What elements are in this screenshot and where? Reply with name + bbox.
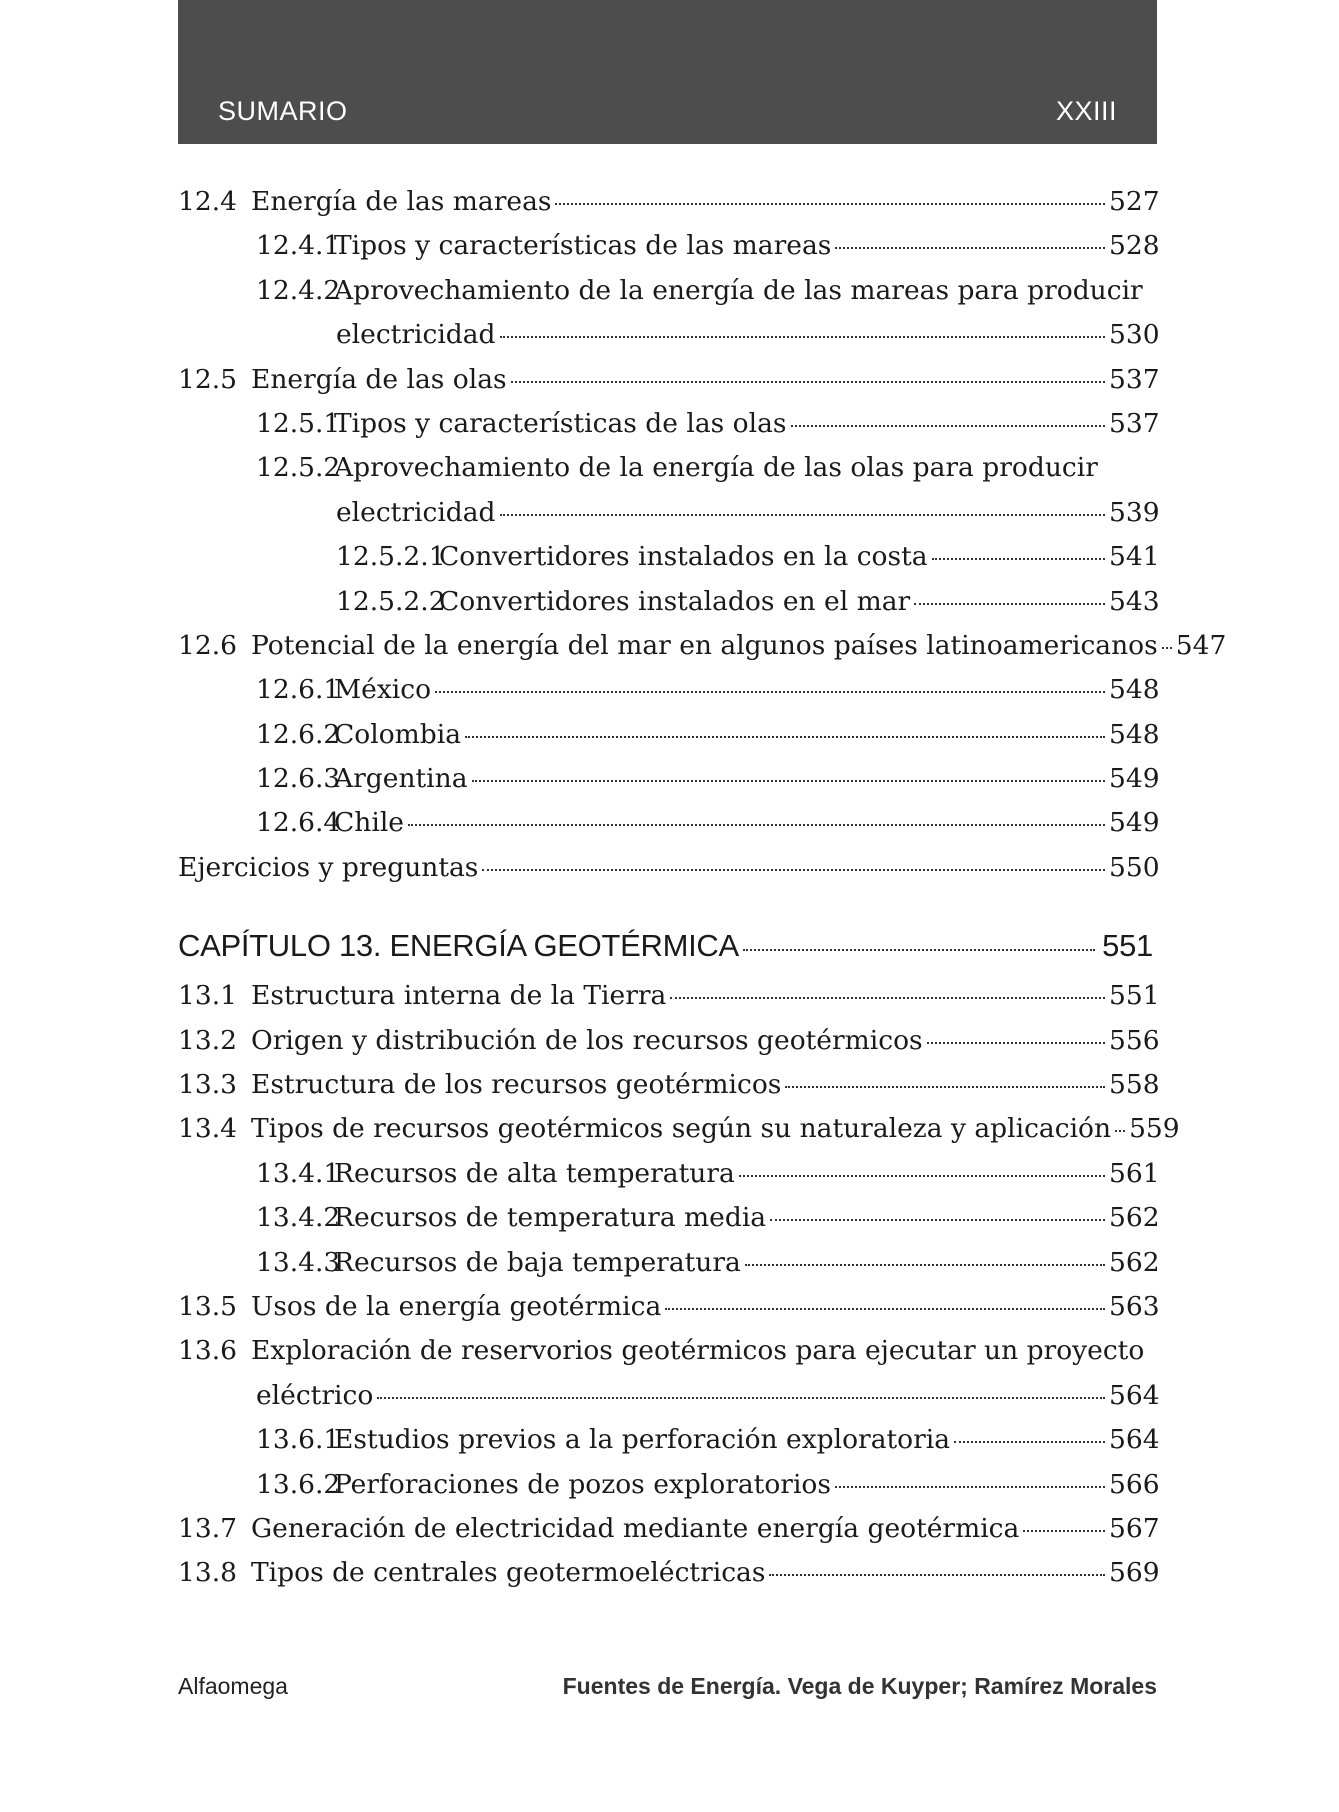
dot-leader	[500, 514, 1105, 516]
entry-title: Exploración de reservorios geotérmicos para ejecutar un proyecto	[251, 1335, 1145, 1367]
dot-leader	[670, 997, 1105, 999]
dot-leader	[769, 1574, 1105, 1576]
toc-entry[interactable]	[178, 713, 1160, 757]
entry-title: Energía de las mareas	[251, 186, 552, 217]
toc-entry[interactable]	[178, 402, 1160, 446]
entry-page: 551	[1109, 980, 1160, 1012]
entry-title: Aprovechamiento de la energía de las olas para producir	[334, 452, 1098, 484]
entry-title-continuation: eléctrico	[256, 1379, 374, 1411]
dot-leader	[1023, 1530, 1105, 1532]
entry-number: 13.2	[178, 1024, 238, 1056]
entry-number: 12.4.1	[256, 230, 341, 262]
toc-entry[interactable]	[178, 1418, 1160, 1462]
page-number: XXIII	[1055, 96, 1117, 126]
entry-page: 537	[1109, 407, 1160, 439]
section-title: SUMARIO	[218, 96, 348, 126]
toc-entry[interactable]	[178, 535, 1160, 579]
entry-title: Potencial de la energía del mar en algunos países latinoamericanos	[251, 629, 1158, 661]
dot-leader	[954, 1441, 1105, 1443]
toc-entry[interactable]	[178, 846, 1160, 890]
entry-title: Tipos de centrales geotermoeléctricas	[251, 1557, 766, 1589]
entry-title: Tipos y características de las olas	[334, 407, 787, 439]
entry-page: 564	[1109, 1424, 1160, 1456]
dot-leader	[835, 1486, 1105, 1488]
entry-page: 549	[1109, 763, 1160, 795]
entry-title: Recursos de alta temperatura	[334, 1157, 735, 1189]
entry-page: 541	[1109, 541, 1160, 573]
toc-entry[interactable]	[178, 1019, 1160, 1063]
toc-entry[interactable]	[178, 1107, 1180, 1151]
toc-entry[interactable]	[178, 1551, 1160, 1595]
entry-page: 569	[1109, 1557, 1160, 1589]
entry-page: 563	[1109, 1290, 1160, 1322]
entry-title: Convertidores instalados en el mar	[439, 585, 911, 617]
dot-leader	[785, 1086, 1105, 1088]
entry-number: 12.4.2	[256, 274, 341, 306]
entry-title: Perforaciones de pozos exploratorios	[334, 1468, 831, 1500]
entry-title: Energía de las olas	[251, 363, 507, 395]
entry-page: 566	[1109, 1468, 1160, 1500]
toc-entry[interactable]	[178, 974, 1160, 1018]
toc-entry[interactable]	[178, 801, 1160, 845]
toc-entry[interactable]	[178, 1241, 1160, 1285]
entry-title: Chile	[334, 807, 404, 839]
entry-title: Origen y distribución de los recursos geotérmicos	[251, 1024, 923, 1056]
entry-page: 547	[1175, 629, 1227, 661]
dot-leader	[465, 736, 1105, 738]
entry-number: 12.6.3	[256, 763, 341, 795]
toc-entry[interactable]	[178, 446, 1153, 490]
entry-title: Usos de la energía geotérmica	[251, 1290, 662, 1322]
entry-number: 13.4	[178, 1113, 238, 1145]
dot-leader	[555, 203, 1105, 205]
entry-title: Generación de electricidad mediante energía geotérmica	[251, 1512, 1020, 1544]
entry-title: Estudios previos a la perforación exploratoria	[334, 1424, 951, 1456]
entry-page: 567	[1109, 1512, 1160, 1544]
entry-title: Colombia	[334, 718, 462, 750]
entry-number: 12.6.1	[256, 674, 341, 706]
entry-number: 13.6	[178, 1335, 238, 1367]
toc-entry-continuation[interactable]	[178, 1374, 1160, 1418]
entry-page: 564	[1109, 1379, 1160, 1411]
book-title: Fuentes de Energía. Vega de Kuyper; Ramírez Morales	[562, 1673, 1157, 1699]
entry-page: 550	[1109, 851, 1160, 883]
entry-number: 13.6.1	[256, 1424, 341, 1456]
entry-page: 543	[1109, 585, 1160, 617]
entry-title: Recursos de baja temperatura	[334, 1246, 741, 1278]
entry-number: 12.5.2	[256, 452, 341, 484]
dot-leader	[914, 603, 1105, 605]
toc-entry[interactable]	[178, 1329, 1153, 1373]
dot-leader	[739, 1175, 1105, 1177]
toc-entry[interactable]	[178, 624, 1227, 668]
entry-number: 13.1	[178, 980, 238, 1012]
toc-entry[interactable]	[178, 1463, 1160, 1507]
toc-entry[interactable]	[178, 757, 1160, 801]
entry-title: Tipos de recursos geotérmicos según su naturaleza y aplicación	[251, 1113, 1112, 1145]
entry-title: Estructura de los recursos geotérmicos	[251, 1069, 782, 1101]
toc-entry[interactable]	[178, 269, 1153, 313]
dot-leader	[791, 425, 1106, 427]
entry-page: 556	[1109, 1024, 1160, 1056]
entry-number: 12.6.4	[256, 807, 341, 839]
table-of-contents	[178, 180, 1227, 1596]
publisher-name: Alfaomega	[178, 1673, 288, 1699]
dot-leader	[743, 949, 1095, 951]
entry-number: 12.5	[178, 363, 238, 395]
entry-number: 12.4	[178, 186, 238, 217]
dot-leader	[500, 336, 1105, 338]
toc-entry[interactable]	[178, 1507, 1160, 1551]
chapter-heading[interactable]	[178, 924, 1153, 974]
entry-number: 12.5.2.1	[336, 541, 446, 573]
chapter-title: CAPÍTULO 13. ENERGÍA GEOTÉRMICA	[178, 928, 739, 964]
dot-leader	[472, 780, 1105, 782]
entry-title: México	[334, 674, 432, 706]
toc-entry-continuation[interactable]	[178, 491, 1160, 535]
entry-number: 12.6.2	[256, 718, 341, 750]
entry-number: 12.6	[178, 629, 238, 661]
entry-page: 559	[1129, 1113, 1180, 1145]
dot-leader	[927, 1042, 1105, 1044]
entry-page: 530	[1109, 319, 1160, 351]
entry-page: 548	[1109, 674, 1160, 706]
entry-page: 528	[1109, 230, 1160, 262]
dot-leader	[511, 381, 1105, 383]
page-header	[178, 0, 1157, 144]
toc-entry[interactable]	[178, 1285, 1160, 1329]
dot-leader	[482, 869, 1105, 871]
entry-page: 537	[1109, 363, 1160, 395]
toc-entry[interactable]	[178, 668, 1160, 712]
entry-page: 561	[1109, 1157, 1160, 1189]
dot-leader	[745, 1264, 1105, 1266]
entry-page: 558	[1109, 1069, 1160, 1101]
toc-entry[interactable]	[178, 1152, 1160, 1196]
toc-entry[interactable]	[178, 580, 1160, 624]
toc-entry[interactable]	[178, 358, 1160, 402]
entry-title: Recursos de temperatura media	[334, 1202, 767, 1234]
entry-page: 549	[1109, 807, 1160, 839]
toc-entry-continuation[interactable]	[178, 313, 1160, 357]
entry-title: Aprovechamiento de la energía de las mareas para producir	[334, 274, 1143, 306]
entry-number: 13.4.2	[256, 1202, 341, 1234]
dot-leader	[665, 1308, 1105, 1310]
dot-leader	[932, 558, 1105, 560]
chapter-page: 551	[1102, 928, 1153, 964]
entry-title: Tipos y características de las mareas	[334, 230, 832, 262]
entry-title: Convertidores instalados en la costa	[439, 541, 928, 573]
entry-page: 539	[1109, 496, 1160, 528]
entry-page: 527	[1109, 186, 1160, 217]
entry-number: 13.8	[178, 1557, 238, 1589]
dot-leader	[835, 247, 1105, 249]
entry-number: 13.7	[178, 1512, 238, 1544]
entry-page: 548	[1109, 718, 1160, 750]
dot-leader	[435, 691, 1105, 693]
entry-number: 12.5.2.2	[336, 585, 446, 617]
entry-title-continuation: electricidad	[336, 319, 496, 351]
entry-title: Ejercicios y preguntas	[178, 851, 479, 883]
toc-entry[interactable]	[178, 224, 1160, 268]
entry-number: 13.4.1	[256, 1157, 341, 1189]
toc-entry[interactable]	[178, 180, 1160, 224]
entry-number: 13.5	[178, 1290, 238, 1322]
dot-leader	[408, 824, 1105, 826]
entry-number: 13.4.3	[256, 1246, 341, 1278]
entry-page: 562	[1109, 1202, 1160, 1234]
entry-number: 13.6.2	[256, 1468, 341, 1500]
entry-title: Estructura interna de la Tierra	[251, 980, 667, 1012]
toc-entry[interactable]	[178, 1063, 1160, 1107]
entry-title-continuation: electricidad	[336, 496, 496, 528]
toc-entry[interactable]	[178, 1196, 1160, 1240]
dot-leader	[770, 1219, 1105, 1221]
entry-number: 12.5.1	[256, 407, 341, 439]
entry-page: 562	[1109, 1246, 1160, 1278]
dot-leader	[377, 1397, 1105, 1399]
entry-number: 13.3	[178, 1069, 238, 1101]
entry-title: Argentina	[334, 763, 468, 795]
dot-leader	[1162, 647, 1172, 649]
dot-leader	[1115, 1130, 1125, 1132]
